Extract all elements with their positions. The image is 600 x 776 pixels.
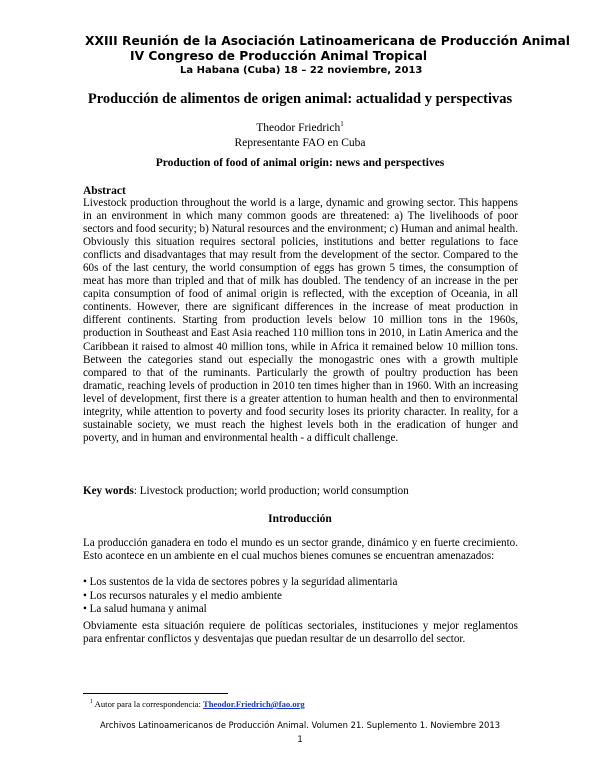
author-affiliation: Representante FAO en Cuba [234,137,366,149]
conference-name: XXIII Reunión de la Asociación Latinoamericana de Producción Animal [85,34,570,48]
author-footnote-mark: 1 [340,120,344,128]
paper-title: Producción de alimentos de origen animal: actualidad y perspectivas [87,91,513,107]
conference-location-date: La Habana (Cuba) 18 – 22 noviembre, 2013 [180,65,423,76]
footnote [90,697,305,710]
author-line [0,117,600,136]
keywords-label: Key words [83,485,134,497]
introduction-heading: Introducción [268,513,332,525]
journal-footer: Archivos Latinoamericanos de Producción Animal. Volumen 21. Suplemento 1. Noviembre 2013 [99,720,501,730]
author-block [0,117,600,151]
footnote-divider [83,693,228,694]
introduction-bullet-list [83,576,518,617]
keywords-line [83,485,518,498]
list-item: • Los sustentos de la vida de sectores pobres y la seguridad alimentaria [83,576,398,588]
abstract-text: Livestock production throughout the world is a large, dynamic and growing sector. This happens in an environment in which many common goods are threatened: a) The livelihoods of poor sectors and food security; b) Natural resources and the environment; c) Human and animal health. Obviously this situation requires sectoral policies, institutions and better regulations to face conflicts and disadvantages that may result from the development of the sector. Compared to the 60s of the last century, the world consumption of eggs has grown 5 times, the consumption of meat has more than tripled and that of milk has doubled. The tendency of an increase in the per capita consumption of food of animal origin is reflected, with the exception of Oceania, in all continents. However, there are significant differences in the increase of meat production in different continents. Starting from production levels below 10 million tons in the 1960s, production in Southeast and East Asia reached 110 million tons in 2010, in Latin America and the Caribbean it raised to almost 40 million tons, while in Africa it remained below 10 million tons. Between the categories stand out especially the monogastric ones with a growth multiple compared to that of the ruminants. Particularly the growth of poultry production has been dramatic, reaching levels of production in 2010 ten times higher than in 1960. With an increasing level of development, first there is a greater attention to human health and then to environmental integrity, while attention to poverty and food security loses its priority character. In reality, for a sustainable society, we must reach the highest levels both in the eradication of hunger and poverty, and in human and environmental health - a difficult challenge. [83,197,518,444]
list-item: • Los recursos naturales y el medio ambiente [83,589,282,602]
congress-name: IV Congreso de Producción Animal Tropical [130,49,428,63]
footnote-mark: 1 [90,699,93,705]
footnote-label: Autor para la correspondencia: [93,699,204,709]
introduction-paragraph-2: Obviamente esta situación requiere de políticas sectoriales, instituciones y mejor reglamentos para enfrentar conflictos y desventajas que puedan resultar de un desarrollo del sector. [83,620,518,646]
abstract-heading: Abstract [83,185,126,197]
author-email-link[interactable]: Theodor.Friedrich@fao.org [203,699,305,709]
page-number: 1 [297,734,303,744]
introduction-paragraph-1: La producción ganadera en todo el mundo es un sector grande, dinámico y en fuerte crecimiento. Esto acontece en un ambiente en el cual muchos bienes comunes se encuentran amenazados: [83,537,518,563]
author-name: Theodor Friedrich [256,122,341,134]
keywords-text: : Livestock production; world production; world consumption [133,485,409,497]
list-item: • La salud humana y animal [83,603,207,616]
conference-header [80,34,570,77]
paper-title-english: Production of food of animal origin: news and perspectives [155,157,445,169]
